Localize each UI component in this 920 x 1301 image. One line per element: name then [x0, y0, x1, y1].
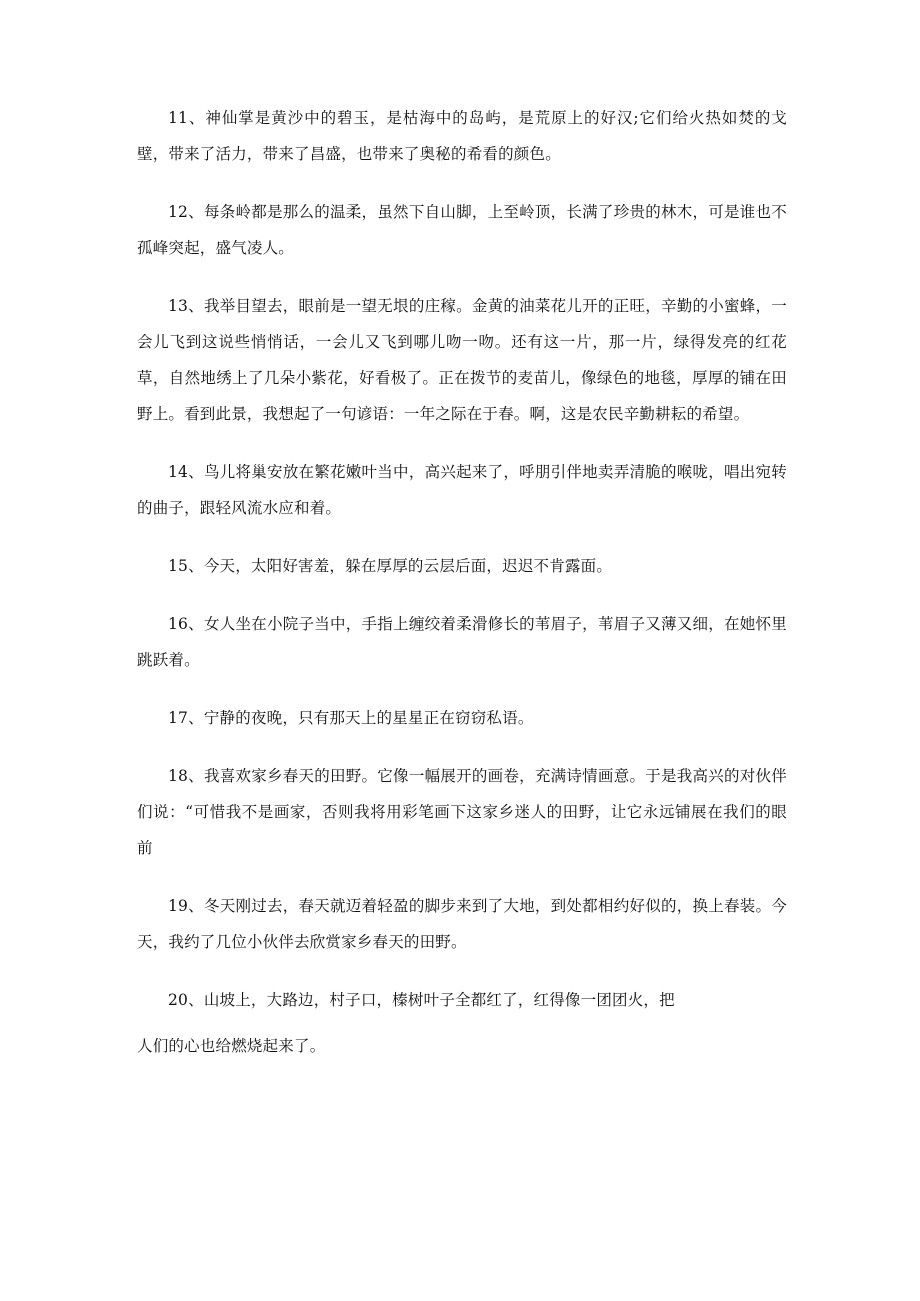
paragraph-16: 16、女人坐在小院子当中，手指上缠绞着柔滑修长的苇眉子，苇眉子又薄又细，在她怀里跳跃着。: [137, 615, 787, 669]
paragraph-19: 19、冬天刚过去，春天就迈着轻盈的脚步来到了大地，到处都相约好似的，换上春装。今天，我约了几位小伙伴去欣赏家乡春天的田野。: [137, 897, 787, 951]
paragraph-20-line-2: 人们的心也给燃烧起来了。: [137, 1037, 326, 1055]
paragraph-15: 15、今天，太阳好害羞，躲在厚厚的云层后面，迟迟不肯露面。: [168, 557, 613, 575]
paragraph-12: 12、每条岭都是那么的温柔，虽然下自山脚，上至岭顶，长满了珍贵的林木，可是谁也不孤峰突起，盛气凌人。: [137, 203, 787, 257]
paragraph-11: 11、神仙掌是黄沙中的碧玉，是枯海中的岛屿，是荒原上的好汉;它们给火热如焚的戈壁，带来了活力，带来了昌盛，也带来了奥秘的希看的颜色。: [137, 109, 787, 163]
paragraph-17: 17、宁静的夜晚，只有那天上的星星正在窃窃私语。: [168, 709, 534, 727]
paragraph-20-line-1: 20、山坡上，大路边，村子口，榛树叶子全都红了，红得像一团团火，把: [168, 991, 675, 1009]
paragraph-13: 13、我举目望去，眼前是一望无垠的庄稼。金黄的油菜花儿开的正旺，辛勤的小蜜蜂，一会儿飞到这说些悄悄话，一会儿又飞到哪儿吻一吻。还有这一片，那一片，绿得发亮的红花草，自然地绣上了几朵小紫花，好看极了。正在拨节的麦苗儿，像绿色的地毯，厚厚的铺在田野上。看到此景，我想起了一句谚语：一年之际在于春。啊，这是农民辛勤耕耘的希望。: [137, 297, 787, 423]
paragraph-18: 18、我喜欢家乡春天的田野。它像一幅展开的画卷，充满诗情画意。于是我高兴的对伙伴们说：“可惜我不是画家，否则我将用彩笔画下这家乡迷人的田野，让它永远铺展在我们的眼前: [137, 767, 787, 857]
paragraph-14: 14、鸟儿将巢安放在繁花嫩叶当中，高兴起来了，呼朋引伴地卖弄清脆的喉咙，唱出宛转的曲子，跟轻风流水应和着。: [137, 463, 787, 517]
document-body: [137, 100, 787, 1086]
